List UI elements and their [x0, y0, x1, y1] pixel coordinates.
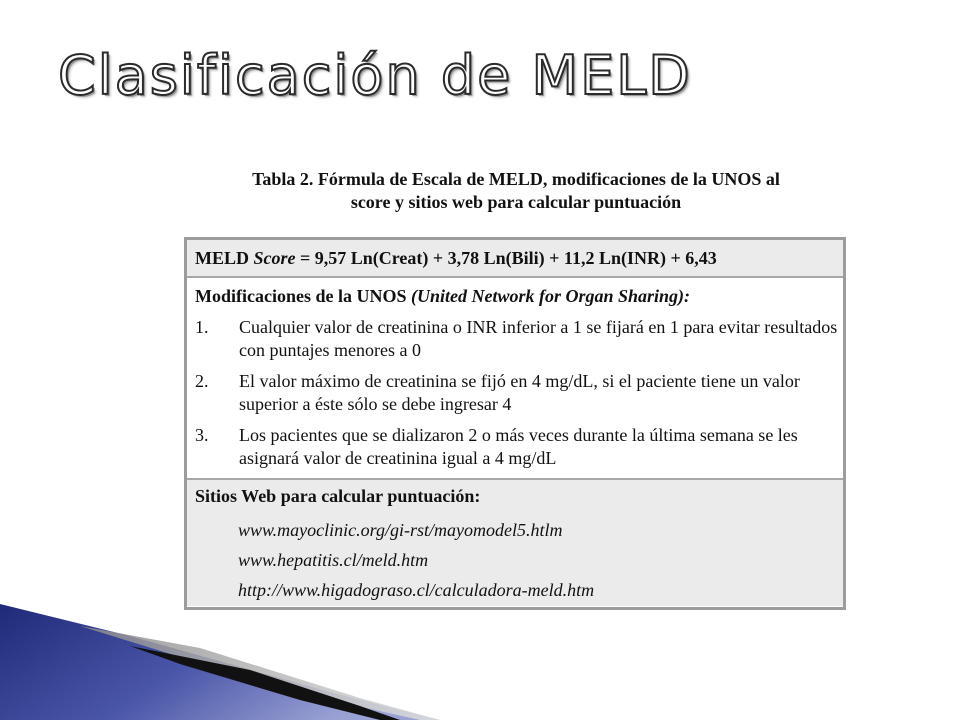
modification-text: El valor máximo de creatinina se fijó en 4 mg/dL, si el paciente tiene un valor superior a éste sólo se debe ingresar 4: [239, 371, 800, 414]
modifications-heading-italic: (United Network for Organ Sharing):: [411, 286, 691, 306]
modification-number: 2.: [195, 371, 209, 391]
website-link-hepatitis[interactable]: www.hepatitis.cl/meld.htm: [238, 550, 429, 570]
modification-item-2: [187, 370, 843, 416]
websites-section: [187, 478, 843, 606]
modification-number: 1.: [195, 317, 209, 337]
website-link-higadograso[interactable]: http://www.higadograso.cl/calculadora-meld.htm: [238, 580, 595, 600]
websites-heading: Sitios Web para calcular puntuación:: [195, 486, 481, 506]
slide-title: Clasificación de MELD: [58, 44, 692, 107]
caption-line-2: score y sitios web para calcular puntuación: [350, 192, 682, 212]
formula-row: [187, 240, 843, 278]
modification-text: Cualquier valor de creatinina o INR inferior a 1 se fijará en 1 para evitar resultados con puntajes menores a 0: [239, 317, 838, 360]
modification-number: 3.: [195, 425, 209, 445]
modifications-heading: [187, 280, 843, 308]
caption-line-1: Tabla 2. Fórmula de Escala de MELD, modificaciones de la UNOS al: [252, 169, 780, 189]
modification-text: Los pacientes que se dializaron 2 o más veces durante la última semana se les asignará valor de creatinina igual a 4 mg/dL: [239, 425, 798, 468]
website-link-mayoclinic[interactable]: www.mayoclinic.org/gi-rst/mayomodel5.htlm: [238, 520, 563, 540]
modification-item-1: [187, 316, 843, 362]
formula-label-italic: Score: [253, 248, 296, 268]
table-caption: [186, 168, 846, 214]
decorative-swoosh: [0, 600, 440, 720]
modification-item-3: [187, 424, 843, 470]
formula-expression: = 9,57 Ln(Creat) + 3,78 Ln(Bili) + 11,2 Ln(INR) + 6,43: [300, 248, 717, 268]
formula-label: MELD: [195, 248, 249, 268]
meld-table: [184, 237, 846, 610]
modifications-section: [187, 278, 843, 478]
modifications-heading-text: Modificaciones de la UNOS: [195, 286, 407, 306]
